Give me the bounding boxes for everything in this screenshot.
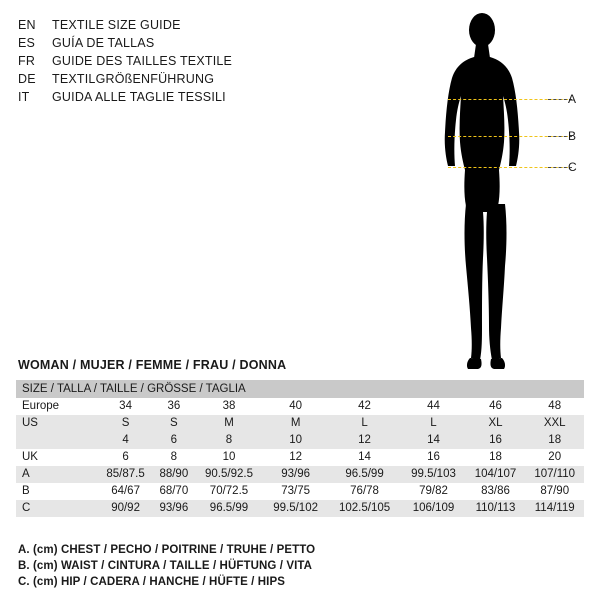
row-label [16, 432, 98, 449]
cell: 36 [153, 398, 194, 415]
language-code: EN [18, 18, 36, 32]
row-label: US [16, 415, 98, 432]
cell: 6 [98, 449, 153, 466]
waist-measure-label: B [568, 129, 577, 143]
cell: S [153, 415, 194, 432]
cell: M [195, 415, 264, 432]
cell: 12 [263, 449, 327, 466]
cell: 102.5/105 [328, 500, 402, 517]
cell: 107/110 [525, 466, 584, 483]
chest-measure-label: A [568, 92, 577, 106]
cell: 18 [466, 449, 526, 466]
note-hip: C. (cm) HIP / CADERA / HANCHE / HÜFTE / HIPS [18, 576, 286, 588]
language-code: FR [18, 54, 36, 68]
cell: 90/92 [98, 500, 153, 517]
row-label: B [16, 483, 98, 500]
row-label: Europe [16, 398, 98, 415]
cell: 10 [195, 449, 264, 466]
cell: 44 [401, 398, 465, 415]
section-title: WOMAN / MUJER / FEMME / FRAU / DONNA [18, 358, 287, 372]
cell: 110/113 [466, 500, 526, 517]
row-label: A [16, 466, 98, 483]
row-label: UK [16, 449, 98, 466]
cell: 10 [263, 432, 327, 449]
cell: 38 [195, 398, 264, 415]
cell: 8 [195, 432, 264, 449]
table-row [16, 432, 584, 449]
cell: 34 [98, 398, 153, 415]
cell: 114/119 [525, 500, 584, 517]
language-row [18, 52, 318, 70]
female-silhouette-icon [420, 8, 590, 378]
language-code: DE [18, 72, 36, 86]
table-row [16, 415, 584, 432]
cell: 99.5/103 [401, 466, 465, 483]
cell: 12 [328, 432, 402, 449]
cell: 96.5/99 [328, 466, 402, 483]
cell: 76/78 [328, 483, 402, 500]
cell: 42 [328, 398, 402, 415]
cell: 88/90 [153, 466, 194, 483]
cell: 93/96 [263, 466, 327, 483]
table-header-row [16, 380, 584, 398]
table-row [16, 500, 584, 517]
language-row [18, 16, 318, 34]
cell: 68/70 [153, 483, 194, 500]
cell: 20 [525, 449, 584, 466]
cell: 106/109 [401, 500, 465, 517]
table-row [16, 483, 584, 500]
language-row [18, 70, 318, 88]
cell: 73/75 [263, 483, 327, 500]
size-table [16, 380, 584, 517]
cell: 90.5/92.5 [195, 466, 264, 483]
cell: 8 [153, 449, 194, 466]
cell: XL [466, 415, 526, 432]
hip-measure-label: C [568, 160, 577, 174]
cell: 87/90 [525, 483, 584, 500]
cell: 93/96 [153, 500, 194, 517]
language-text: TEXTILE SIZE GUIDE [52, 18, 181, 32]
table-row [16, 398, 584, 415]
cell: 14 [401, 432, 465, 449]
language-text: GUIDA ALLE TAGLIE TESSILI [52, 90, 226, 104]
cell: 40 [263, 398, 327, 415]
language-text: GUIDE DES TAILLES TEXTILE [52, 54, 233, 68]
cell: 70/72.5 [195, 483, 264, 500]
language-code: ES [18, 36, 36, 50]
language-text: TEXTILGRÖßENFÜHRUNG [52, 72, 215, 86]
cell: 18 [525, 432, 584, 449]
cell: 16 [401, 449, 465, 466]
language-text: GUÍA DE TALLAS [52, 36, 155, 50]
language-list [18, 16, 318, 106]
table-row [16, 449, 584, 466]
cell: 83/86 [466, 483, 526, 500]
measurement-notes [18, 542, 578, 590]
note-waist: B. (cm) WAIST / CINTURA / TAILLE / HÜFTUNG / VITA [18, 560, 313, 572]
cell: 48 [525, 398, 584, 415]
cell: L [401, 415, 465, 432]
cell: 14 [328, 449, 402, 466]
cell: L [328, 415, 402, 432]
cell: M [263, 415, 327, 432]
row-label: C [16, 500, 98, 517]
cell: 79/82 [401, 483, 465, 500]
cell: 4 [98, 432, 153, 449]
cell: 99.5/102 [263, 500, 327, 517]
cell: 85/87.5 [98, 466, 153, 483]
cell: 16 [466, 432, 526, 449]
cell: XXL [525, 415, 584, 432]
note-chest: A. (cm) CHEST / PECHO / POITRINE / TRUHE / PETTO [18, 544, 316, 556]
language-row [18, 34, 318, 52]
cell: 6 [153, 432, 194, 449]
cell: 64/67 [98, 483, 153, 500]
table-header-label: SIZE / TALLA / TAILLE / GRÖSSE / TAGLIA [16, 380, 584, 398]
cell: S [98, 415, 153, 432]
cell: 96.5/99 [195, 500, 264, 517]
cell: 104/107 [466, 466, 526, 483]
language-row [18, 88, 318, 106]
language-code: IT [18, 90, 30, 104]
cell: 46 [466, 398, 526, 415]
body-figure [420, 8, 590, 378]
table-row [16, 466, 584, 483]
